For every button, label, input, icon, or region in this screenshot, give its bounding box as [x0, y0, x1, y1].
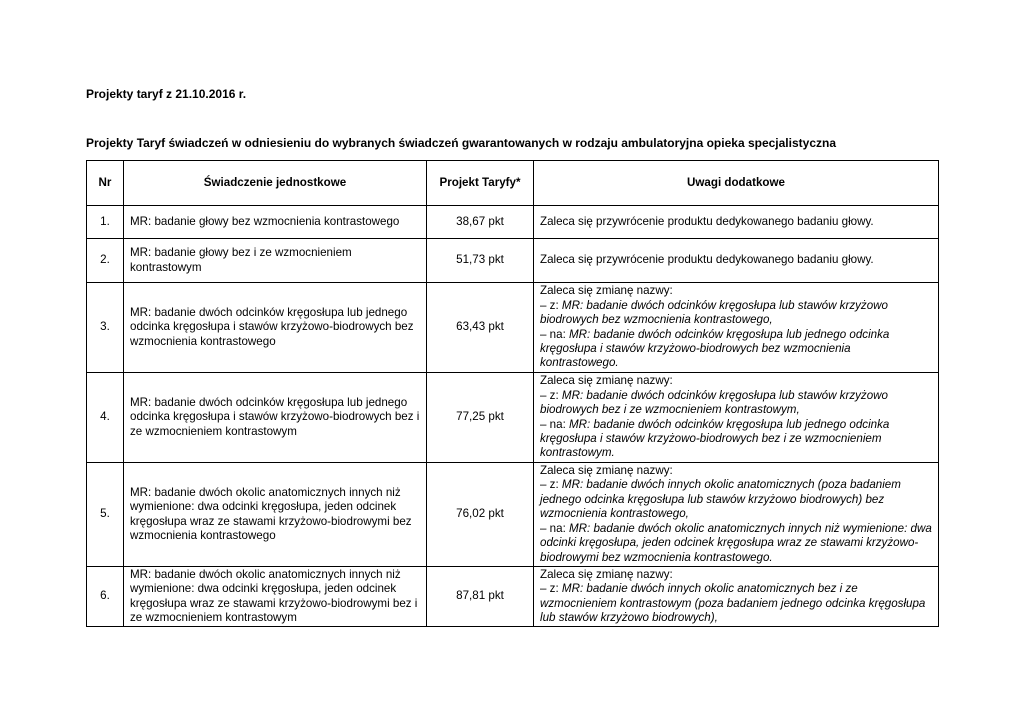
row-service: MR: badanie głowy bez i ze wzmocnieniem kontrastowym [124, 239, 427, 283]
notes-to [540, 328, 932, 371]
notes-intro: Zaleca się zmianę nazwy: [540, 284, 673, 298]
notes-from-text: MR: badanie dwóch innych okolic anatomicznych (poza badaniem jednego odcinka kręgosłupa lub stawów krzyżowo biodrowych) bez wzmocnienia kontrastowego, [540, 478, 901, 521]
row-notes [534, 239, 939, 283]
notes-from-text: MR: badanie dwóch odcinków kręgosłupa lub stawów krzyżowo biodrowych bez wzmocnienia kontrastowego, [540, 298, 888, 327]
notes-to-text: MR: badanie dwóch okolic anatomicznych innych niż wymienione: dwa odcinki kręgosłupa, jeden odcinek kręgosłupa wraz ze stawami krzyżowo-biodrowymi bez wzmocnienia kontrastowego. [540, 521, 932, 564]
row-price: 38,67 pkt [427, 206, 534, 239]
row-price: 51,73 pkt [427, 239, 534, 283]
header-notes: Uwagi dodatkowe [534, 161, 939, 206]
notes-from [540, 299, 932, 328]
notes-from [540, 582, 932, 625]
notes-from-prefix: – z: [540, 388, 562, 402]
notes-to-prefix: – na: [540, 327, 570, 341]
row-notes [534, 206, 939, 239]
row-price: 63,43 pkt [427, 283, 534, 373]
row-price: 76,02 pkt [427, 463, 534, 567]
row-price: 87,81 pkt [427, 567, 534, 627]
row-service: MR: badanie dwóch odcinków kręgosłupa lub jednego odcinka kręgosłupa i stawów krzyżowo-biodrowych bez i ze wzmocnieniem kontrastowym [124, 373, 427, 463]
notes-intro: Zaleca się zmianę nazwy: [540, 567, 673, 581]
notes-intro: Zaleca się przywrócenie produktu dedykowanego badaniu głowy. [540, 214, 874, 228]
notes-from-prefix: – z: [540, 478, 562, 492]
tariff-table [86, 160, 939, 627]
table-row [87, 239, 939, 283]
table-row [87, 373, 939, 463]
row-nr: 4. [87, 373, 124, 463]
row-service: MR: badanie głowy bez wzmocnienia kontrastowego [124, 206, 427, 239]
notes-intro: Zaleca się zmianę nazwy: [540, 464, 673, 478]
row-price: 77,25 pkt [427, 373, 534, 463]
row-service: MR: badanie dwóch okolic anatomicznych innych niż wymienione: dwa odcinki kręgosłupa, jeden odcinek kręgosłupa wraz ze stawami krzyżowo-biodrowymi bez wzmocnienia kontrastowego [124, 463, 427, 567]
table-row [87, 206, 939, 239]
row-nr: 6. [87, 567, 124, 627]
notes-from-prefix: – z: [540, 298, 562, 312]
notes-to [540, 522, 932, 565]
row-service: MR: badanie dwóch odcinków kręgosłupa lub jednego odcinka kręgosłupa i stawów krzyżowo-biodrowych bez wzmocnienia kontrastowego [124, 283, 427, 373]
notes-from [540, 389, 932, 418]
page-heading: Projekty taryf z 21.10.2016 r. [86, 87, 247, 101]
row-nr: 2. [87, 239, 124, 283]
header-nr: Nr [87, 161, 124, 206]
row-service: MR: badanie dwóch okolic anatomicznych innych niż wymienione: dwa odcinki kręgosłupa, jeden odcinek kręgosłupa wraz ze stawami krzyżowo-biodrowymi bez i ze wzmocnieniem kontrastowym [124, 567, 427, 627]
notes-to-prefix: – na: [540, 521, 570, 535]
notes-to-prefix: – na: [540, 417, 570, 431]
header-price: Projekt Taryfy* [427, 161, 534, 206]
row-notes [534, 463, 939, 567]
table-caption: Projekty Taryf świadczeń w odniesieniu do wybranych świadczeń gwarantowanych w rodzaju ambulatoryjna opieka specjalistyczna [86, 136, 836, 150]
notes-intro: Zaleca się zmianę nazwy: [540, 374, 673, 388]
row-nr: 3. [87, 283, 124, 373]
table-row [87, 463, 939, 567]
notes-from [540, 478, 932, 521]
row-nr: 1. [87, 206, 124, 239]
header-service: Świadczenie jednostkowe [124, 161, 427, 206]
notes-to [540, 418, 932, 461]
notes-from-prefix: – z: [540, 582, 562, 596]
notes-to-text: MR: badanie dwóch odcinków kręgosłupa lub jednego odcinka kręgosłupa i stawów krzyżowo-biodrowych bez i ze wzmocnieniem kontrastowym. [540, 417, 890, 460]
table-row [87, 283, 939, 373]
row-notes [534, 283, 939, 373]
notes-to-text: MR: badanie dwóch odcinków kręgosłupa lub jednego odcinka kręgosłupa i stawów krzyżowo-biodrowych bez wzmocnienia kontrastowego. [540, 327, 890, 370]
notes-intro: Zaleca się przywrócenie produktu dedykowanego badaniu głowy. [540, 253, 874, 267]
notes-from-text: MR: badanie dwóch odcinków kręgosłupa lub stawów krzyżowo biodrowych bez i ze wzmocnieniem kontrastowym, [540, 388, 888, 417]
row-notes [534, 373, 939, 463]
notes-from-text: MR: badanie dwóch innych okolic anatomicznych bez i ze wzmocnieniem kontrastowym (poza badaniem jednego odcinka kręgosłupa lub stawów krzyżowo biodrowych), [540, 582, 926, 624]
table-row [87, 567, 939, 627]
row-notes [534, 567, 939, 627]
table-header-row [87, 161, 939, 206]
row-nr: 5. [87, 463, 124, 567]
